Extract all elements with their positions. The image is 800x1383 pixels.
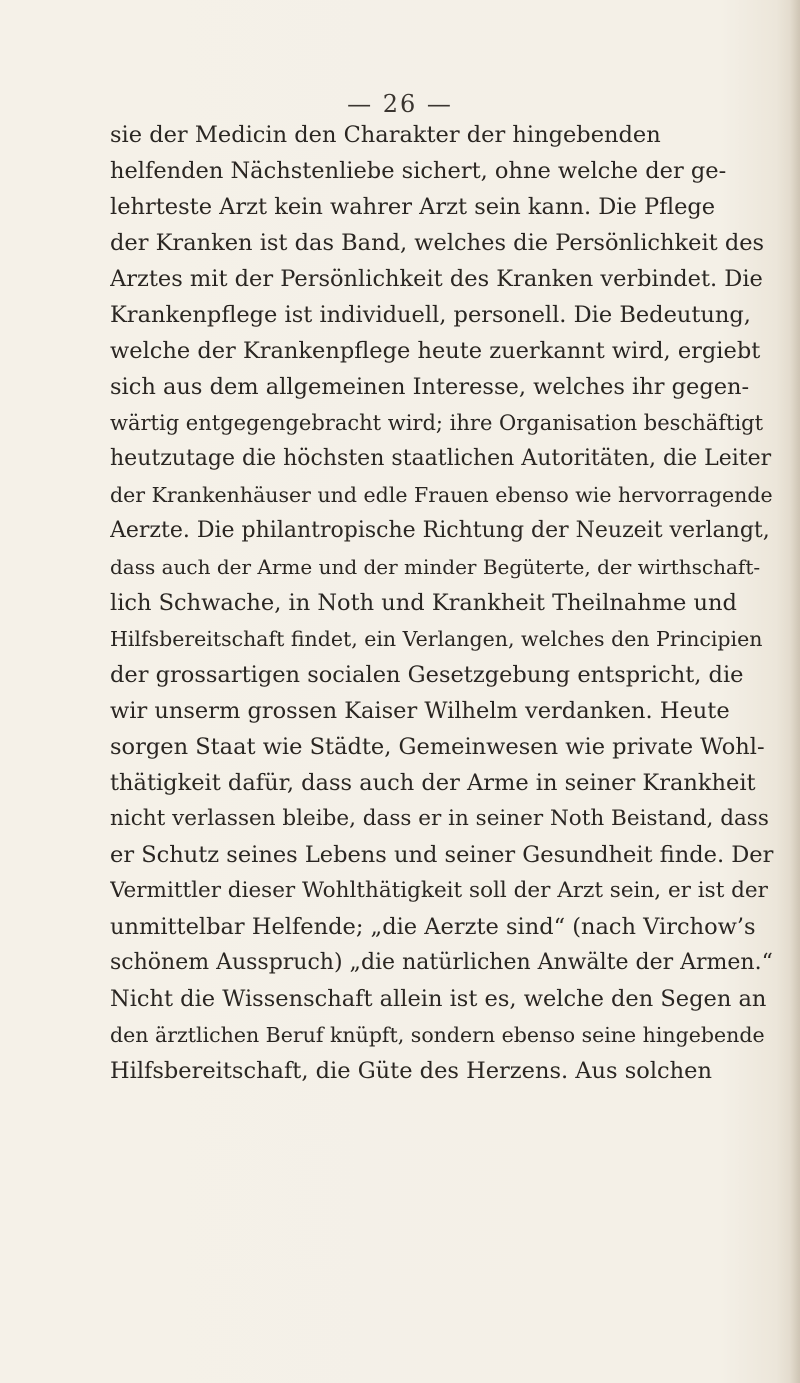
text-line: er Schutz seines Lebens und seiner Gesundheit finde. Der [110, 842, 774, 868]
text-line: dass auch der Arme und der minder Begüterte, der wirthschaft- [110, 555, 761, 579]
text-line: thätigkeit dafür, dass auch der Arme in seiner Krankheit [110, 770, 756, 796]
text-line: wärtig entgegengebracht wird; ihre Organisation beschäftigt [110, 411, 764, 435]
text-line: den ärztlichen Beruf knüpft, sondern ebenso seine hingebende [110, 1023, 765, 1047]
text-line: Hilfsbereitschaft findet, ein Verlangen, welches den Principien [110, 627, 763, 651]
text-line: wir unserm grossen Kaiser Wilhelm verdanken. Heute [110, 698, 730, 724]
text-line: sich aus dem allgemeinen Interesse, welches ihr gegen- [110, 374, 750, 400]
text-line: lehrteste Arzt kein wahrer Arzt sein kann. Die Pflege [110, 194, 716, 220]
text-line: lich Schwache, in Noth und Krankheit Theilnahme und [110, 590, 737, 616]
text-line: der Krankenhäuser und edle Frauen ebenso wie hervorragende [110, 483, 773, 507]
text-line: Arztes mit der Persönlichkeit des Kranken verbindet. Die [110, 266, 763, 292]
text-line: sie der Medicin den Charakter der hingebenden [110, 122, 661, 148]
page-number: — 26 — [347, 90, 453, 118]
text-line: Aerzte. Die philantropische Richtung der Neuzeit verlangt, [110, 518, 770, 543]
text-line: helfenden Nächstenliebe sichert, ohne welche der ge- [110, 158, 727, 184]
text-line: der Kranken ist das Band, welches die Persönlichkeit des [110, 230, 765, 256]
text-line: nicht verlassen bleibe, dass er in seiner Noth Beistand, dass [110, 806, 769, 831]
text-line: sorgen Staat wie Städte, Gemeinwesen wie private Wohl- [110, 734, 765, 760]
text-line: Hilfsbereitschaft, die Güte des Herzens. Aus solchen [110, 1058, 712, 1084]
text-line: Vermittler dieser Wohlthätigkeit soll der Arzt sein, er ist der [110, 878, 768, 903]
text-line: welche der Krankenpflege heute zuerkannt wird, ergiebt [110, 338, 761, 364]
body-text [110, 117, 780, 1089]
text-line: Nicht die Wissenschaft allein ist es, welche den Segen an [110, 986, 767, 1012]
text-line: der grossartigen socialen Gesetzgebung entspricht, die [110, 662, 744, 688]
text-line: Krankenpflege ist individuell, personell. Die Bedeutung, [110, 302, 751, 328]
text-line: schönem Ausspruch) „die natürlichen Anwälte der Armen.“ [110, 950, 773, 975]
text-line: unmittelbar Helfende; „die Aerzte sind“ (nach Virchow’s [110, 914, 756, 940]
page-edge-shadow [790, 0, 800, 1383]
text-line: heutzutage die höchsten staatlichen Autoritäten, die Leiter [110, 446, 772, 471]
